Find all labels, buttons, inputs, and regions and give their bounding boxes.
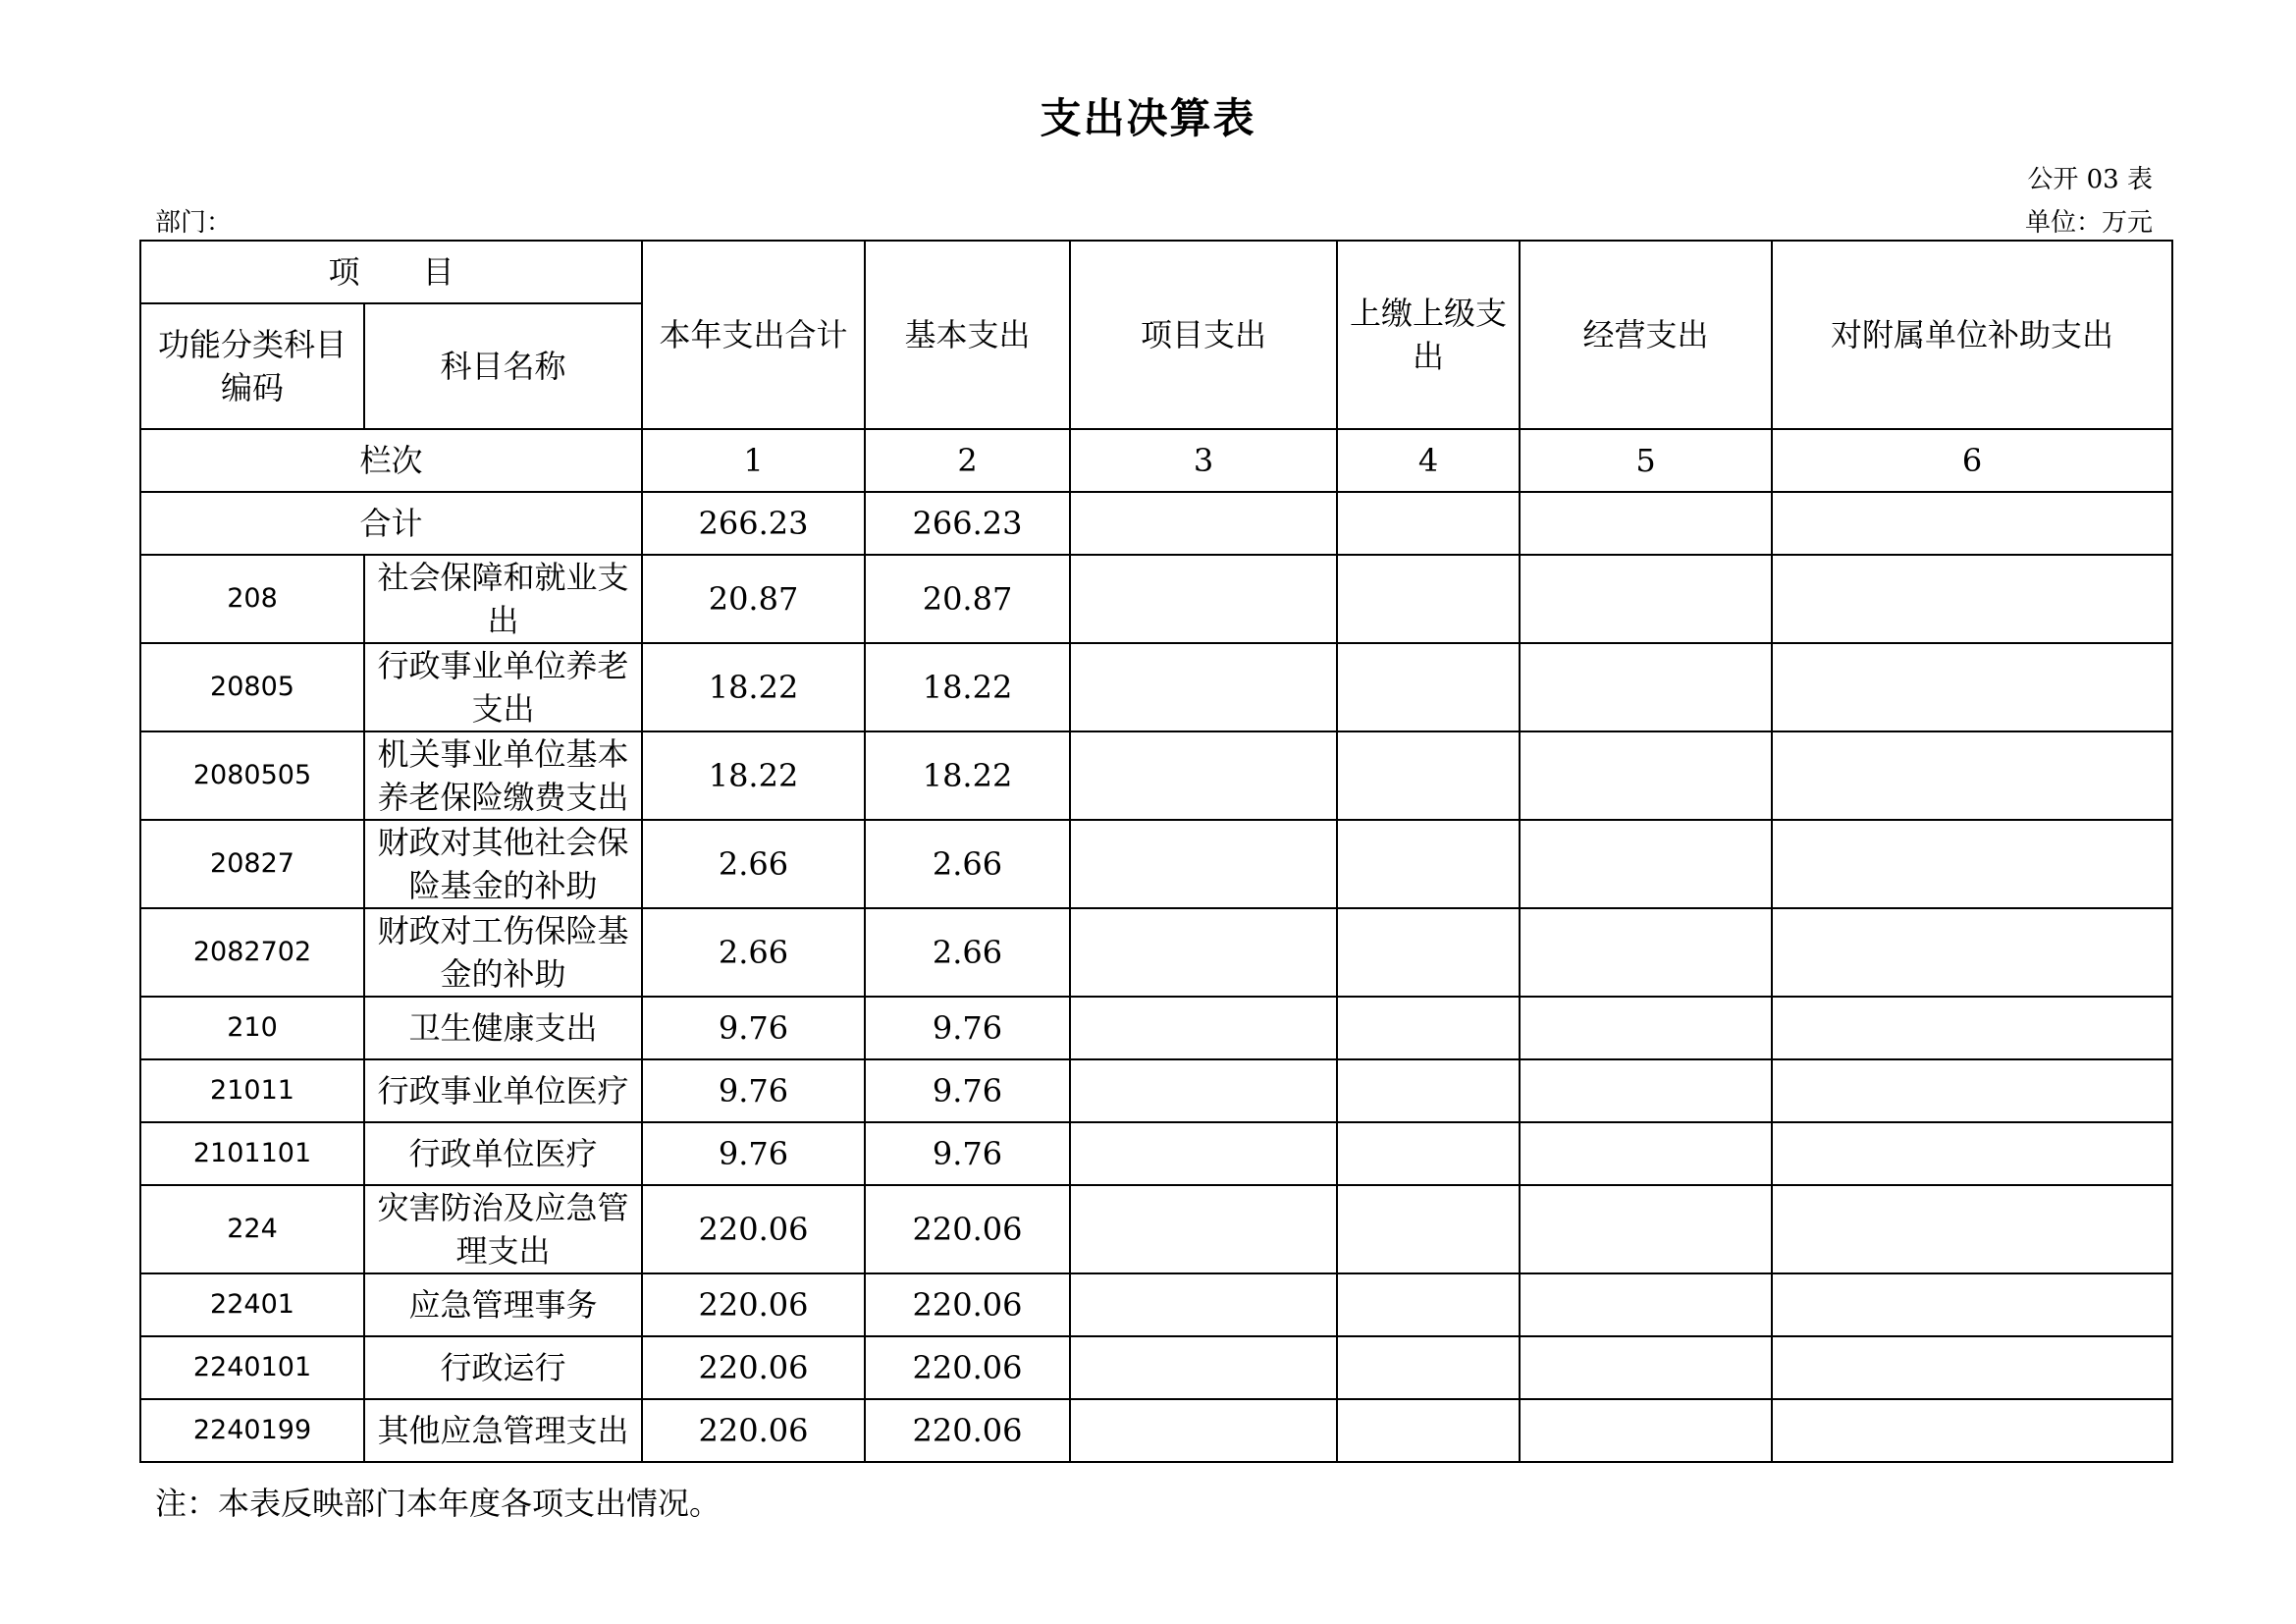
row-code: 20827 [140,820,364,908]
table-row [140,643,2172,731]
empty-cell [1070,820,1337,908]
row-basic: 18.22 [865,731,1070,820]
row-code: 2101101 [140,1122,364,1185]
empty-cell [1520,492,1772,555]
empty-cell [1337,1059,1520,1122]
form-number: 公开 03 表 [2027,165,2153,194]
row-code: 224 [140,1185,364,1273]
empty-cell [1337,731,1520,820]
empty-cell [1520,997,1772,1059]
row-total: 220.06 [642,1273,865,1336]
department-label: 部门： [155,208,233,238]
column-2: 2 [865,429,1070,492]
row-total: 9.76 [642,1122,865,1185]
header-name: 科目名称 [364,303,642,429]
header-subsidy: 对附属单位补助支出 [1772,241,2172,429]
empty-cell [1772,492,2172,555]
header-upper: 上缴上级支出 [1337,241,1520,429]
empty-cell [1337,1399,1520,1462]
row-basic: 20.87 [865,555,1070,643]
row-name: 财政对工伤保险基金的补助 [364,908,642,997]
row-total: 2.66 [642,820,865,908]
row-name: 财政对其他社会保险基金的补助 [364,820,642,908]
empty-cell [1520,820,1772,908]
empty-cell [1070,1336,1337,1399]
empty-cell [1772,1185,2172,1273]
row-name: 行政单位医疗 [364,1122,642,1185]
empty-cell [1337,643,1520,731]
row-basic: 220.06 [865,1185,1070,1273]
column-label: 栏次 [140,429,642,492]
empty-cell [1070,643,1337,731]
empty-cell [1520,731,1772,820]
empty-cell [1337,1273,1520,1336]
column-5: 5 [1520,429,1772,492]
header-row-1 [140,241,2172,303]
empty-cell [1772,555,2172,643]
row-basic: 220.06 [865,1273,1070,1336]
table-row [140,731,2172,820]
row-basic: 9.76 [865,1122,1070,1185]
table-row [140,820,2172,908]
empty-cell [1520,908,1772,997]
row-basic: 2.66 [865,908,1070,997]
row-basic: 9.76 [865,1059,1070,1122]
empty-cell [1070,731,1337,820]
row-name: 机关事业单位基本养老保险缴费支出 [364,731,642,820]
row-basic: 2.66 [865,820,1070,908]
empty-cell [1070,492,1337,555]
table-row [140,997,2172,1059]
empty-cell [1070,1185,1337,1273]
row-name: 卫生健康支出 [364,997,642,1059]
empty-cell [1520,1399,1772,1462]
row-name: 行政运行 [364,1336,642,1399]
empty-cell [1772,820,2172,908]
row-total: 220.06 [642,1185,865,1273]
empty-cell [1337,492,1520,555]
header-item: 项 目 [140,241,642,303]
empty-cell [1772,997,2172,1059]
empty-cell [1772,731,2172,820]
row-code: 2082702 [140,908,364,997]
empty-cell [1070,1059,1337,1122]
header-total: 本年支出合计 [642,241,865,429]
column-number-row [140,429,2172,492]
row-total: 220.06 [642,1399,865,1462]
unit-label: 单位：万元 [2024,208,2153,238]
column-4: 4 [1337,429,1520,492]
row-total: 2.66 [642,908,865,997]
row-total: 9.76 [642,1059,865,1122]
table-row [140,555,2172,643]
row-code: 210 [140,997,364,1059]
row-name: 行政事业单位养老支出 [364,643,642,731]
empty-cell [1772,1399,2172,1462]
empty-cell [1772,1122,2172,1185]
empty-cell [1337,908,1520,997]
empty-cell [1520,555,1772,643]
empty-cell [1520,1185,1772,1273]
empty-cell [1772,1336,2172,1399]
empty-cell [1337,997,1520,1059]
empty-cell [1337,1336,1520,1399]
expenditure-table [139,240,2173,1463]
header-code: 功能分类科目编码 [140,303,364,429]
page-title: 支出决算表 [1040,94,1256,142]
column-1: 1 [642,429,865,492]
row-total: 18.22 [642,731,865,820]
row-code: 20805 [140,643,364,731]
total-label: 合计 [140,492,642,555]
row-total: 18.22 [642,643,865,731]
row-basic: 220.06 [865,1336,1070,1399]
row-basic: 9.76 [865,997,1070,1059]
total-amount: 266.23 [642,492,865,555]
row-name: 应急管理事务 [364,1273,642,1336]
row-basic: 18.22 [865,643,1070,731]
empty-cell [1520,1122,1772,1185]
row-name: 社会保障和就业支出 [364,555,642,643]
header-basic: 基本支出 [865,241,1070,429]
total-row [140,492,2172,555]
empty-cell [1337,820,1520,908]
empty-cell [1772,643,2172,731]
empty-cell [1337,555,1520,643]
empty-cell [1337,1185,1520,1273]
table-row [140,1273,2172,1336]
empty-cell [1337,1122,1520,1185]
total-basic: 266.23 [865,492,1070,555]
table-note: 注：本表反映部门本年度各项支出情况。 [155,1485,721,1522]
row-total: 220.06 [642,1336,865,1399]
row-total: 9.76 [642,997,865,1059]
table-row [140,1336,2172,1399]
empty-cell [1772,1273,2172,1336]
header-business: 经营支出 [1520,241,1772,429]
empty-cell [1070,1399,1337,1462]
empty-cell [1520,1059,1772,1122]
empty-cell [1070,1122,1337,1185]
row-code: 21011 [140,1059,364,1122]
column-3: 3 [1070,429,1337,492]
table-row [140,1059,2172,1122]
column-6: 6 [1772,429,2172,492]
row-name: 灾害防治及应急管理支出 [364,1185,642,1273]
empty-cell [1520,1273,1772,1336]
header-project: 项目支出 [1070,241,1337,429]
table-row [140,1122,2172,1185]
row-code: 22401 [140,1273,364,1336]
table-row [140,1185,2172,1273]
row-code: 2240199 [140,1399,364,1462]
empty-cell [1070,908,1337,997]
table-row [140,1399,2172,1462]
empty-cell [1070,997,1337,1059]
empty-cell [1520,1336,1772,1399]
row-name: 行政事业单位医疗 [364,1059,642,1122]
empty-cell [1520,643,1772,731]
row-code: 2240101 [140,1336,364,1399]
row-code: 208 [140,555,364,643]
empty-cell [1772,1059,2172,1122]
row-code: 2080505 [140,731,364,820]
empty-cell [1070,1273,1337,1336]
empty-cell [1070,555,1337,643]
row-name: 其他应急管理支出 [364,1399,642,1462]
table-row [140,908,2172,997]
row-basic: 220.06 [865,1399,1070,1462]
row-total: 20.87 [642,555,865,643]
empty-cell [1772,908,2172,997]
